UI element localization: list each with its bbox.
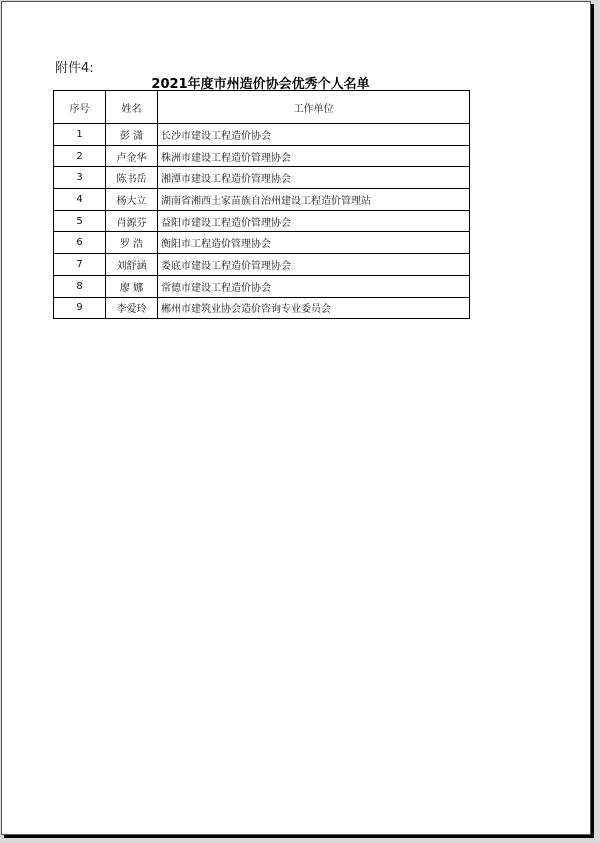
- cell-workplace: 郴州市建筑业协会造价咨询专业委员会: [158, 297, 470, 319]
- header-name: 姓名: [106, 91, 158, 124]
- document-page: [1, 1, 591, 835]
- cell-name: 陈书岳: [106, 167, 158, 189]
- cell-index: 1: [54, 124, 106, 146]
- cell-workplace: 长沙市建设工程造价协会: [158, 124, 470, 146]
- header-index: 序号: [54, 91, 106, 124]
- cell-name: 卢金华: [106, 145, 158, 167]
- cell-name: 廖 娜: [106, 275, 158, 297]
- cell-workplace: 湖南省湘西土家苗族自治州建设工程造价管理站: [158, 189, 470, 211]
- cell-workplace: 衡阳市工程造价管理协会: [158, 232, 470, 254]
- table-row: [54, 124, 470, 146]
- cell-name: 彭 潇: [106, 124, 158, 146]
- cell-workplace: 益阳市建设工程造价管理协会: [158, 210, 470, 232]
- table-row: [54, 254, 470, 276]
- cell-name: 肖源芬: [106, 210, 158, 232]
- table-row: [54, 145, 470, 167]
- table-row: [54, 275, 470, 297]
- cell-name: 李爱玲: [106, 297, 158, 319]
- table-row: [54, 167, 470, 189]
- cell-index: 3: [54, 167, 106, 189]
- cell-workplace: 株洲市建设工程造价管理协会: [158, 145, 470, 167]
- table-row: [54, 232, 470, 254]
- cell-name: 罗 浩: [106, 232, 158, 254]
- table-header-row: [54, 91, 470, 124]
- cell-index: 6: [54, 232, 106, 254]
- table-row: [54, 210, 470, 232]
- cell-workplace: 湘潭市建设工程造价管理协会: [158, 167, 470, 189]
- cell-index: 4: [54, 189, 106, 211]
- cell-name: 刘舒涵: [106, 254, 158, 276]
- cell-name: 杨大立: [106, 189, 158, 211]
- cell-index: 5: [54, 210, 106, 232]
- cell-workplace: 常德市建设工程造价协会: [158, 275, 470, 297]
- cell-index: 2: [54, 145, 106, 167]
- document-title: 2021年度市州造价协会优秀个人名单: [151, 77, 370, 92]
- cell-index: 9: [54, 297, 106, 319]
- cell-index: 7: [54, 254, 106, 276]
- cell-workplace: 娄底市建设工程造价管理协会: [158, 254, 470, 276]
- table-row: [54, 189, 470, 211]
- attachment-label: 附件4:: [55, 61, 94, 76]
- cell-index: 8: [54, 275, 106, 297]
- table-row: [54, 297, 470, 319]
- honor-list-table: [53, 90, 470, 319]
- header-workplace: 工作单位: [158, 91, 470, 124]
